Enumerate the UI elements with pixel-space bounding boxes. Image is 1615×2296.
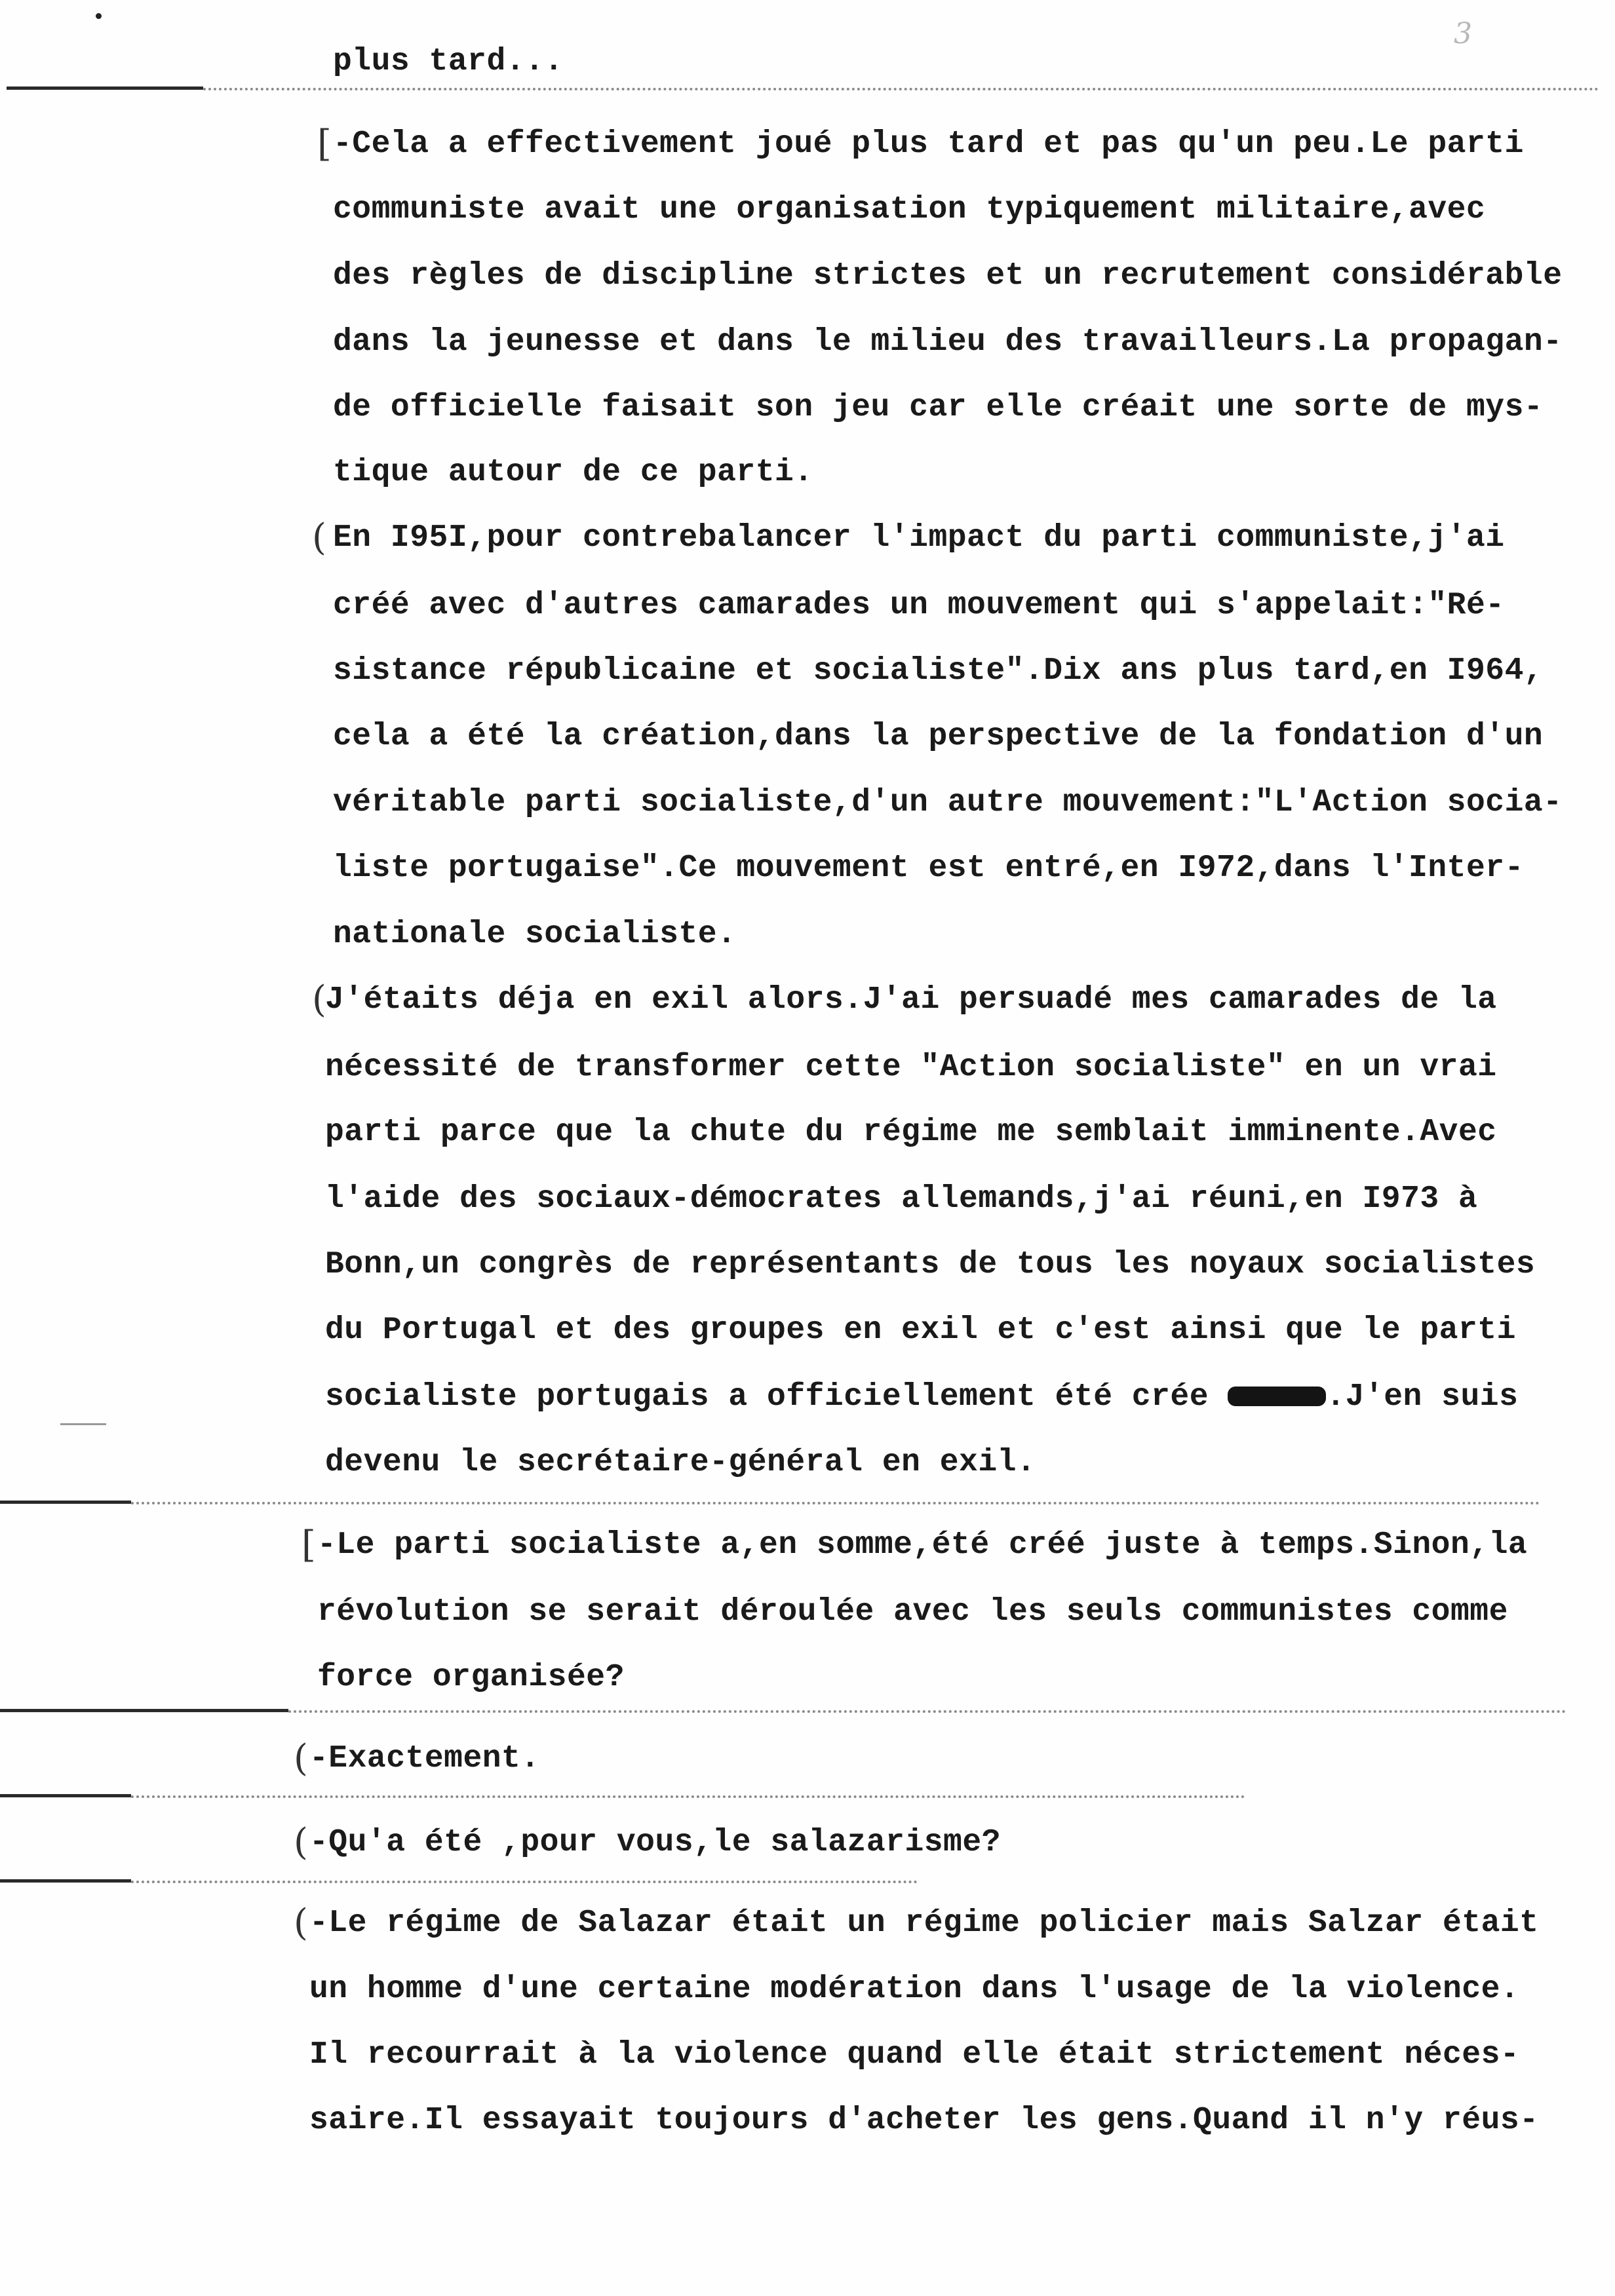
separator-rule (0, 1501, 131, 1504)
paragraph-bracket: ( (312, 516, 326, 559)
paragraph-bracket: ( (312, 978, 326, 1021)
text-line: -Le régime de Salazar était un régime policier mais Salzar était (309, 1905, 1539, 1941)
margin-mark (60, 1423, 106, 1425)
text-line: créé avec d'autres camarades un mouvement qui s'appelait:"Ré- (333, 588, 1505, 623)
redaction-mark (1228, 1387, 1326, 1406)
text-fragment: .J'en suis (1326, 1379, 1519, 1415)
paragraph-bracket: ( (294, 1821, 308, 1864)
text-line: communiste avait une organisation typiquement militaire,avec (333, 192, 1486, 227)
separator-rule (131, 1881, 918, 1883)
text-line: saire.Il essayait toujours d'acheter les gens.Quand il n'y réus- (309, 2103, 1539, 2138)
separator-rule (0, 1709, 288, 1712)
paragraph-bracket: ( (294, 1902, 308, 1944)
separator-rule (131, 1502, 1540, 1504)
text-fragment: socialiste portugais a officiellement été crée (325, 1379, 1209, 1415)
text-line: dans la jeunesse et dans le milieu des travailleurs.La propagan- (333, 324, 1563, 360)
text-line: de officielle faisait son jeu car elle créait une sorte de mys- (333, 390, 1544, 425)
text-line: En I95I,pour contrebalancer l'impact du parti communiste,j'ai (333, 520, 1505, 556)
text-line: l'aide des sociaux-démocrates allemands,j'ai réuni,en I973 à (325, 1181, 1478, 1217)
text-line: parti parce que la chute du régime me semblait imminente.Avec (325, 1115, 1497, 1150)
text-line: sistance républicaine et socialiste".Dix ans plus tard,en I964, (333, 653, 1544, 689)
text-line: -Cela a effectivement joué plus tard et pas qu'un peu.Le parti (333, 126, 1524, 162)
text-line: du Portugal et des groupes en exil et c'est ainsi que le parti (325, 1312, 1516, 1348)
paragraph-bracket: [ (302, 1523, 316, 1566)
text-line: -Le parti socialiste a,en somme,été créé juste à temps.Sinon,la (317, 1527, 1528, 1563)
text-line: force organisée? (317, 1660, 625, 1695)
page-number: 3 (1454, 17, 1472, 50)
text-line: véritable parti socialiste,d'un autre mouvement:"L'Action socia- (333, 785, 1563, 820)
text-line: tique autour de ce parti. (333, 455, 813, 490)
ink-speck (96, 13, 102, 19)
separator-rule (131, 1795, 1245, 1798)
text-line: nécessité de transformer cette "Action socialiste" en un vrai (325, 1050, 1497, 1085)
text-line: cela a été la création,dans la perspective de la fondation d'un (333, 719, 1544, 754)
text-line: un homme d'une certaine modération dans l'usage de la violence. (309, 1972, 1520, 2007)
text-line: devenu le secrétaire-général en exil. (325, 1445, 1036, 1480)
text-line: des règles de discipline strictes et un recrutement considérable (333, 258, 1563, 294)
separator-rule (203, 88, 1599, 90)
paragraph-bracket: ( (294, 1737, 308, 1780)
text-line: Il recourrait à la violence quand elle était strictement néces- (309, 2037, 1520, 2073)
separator-rule (7, 86, 203, 90)
text-line (325, 1379, 1518, 1415)
text-line: J'étaits déja en exil alors.J'ai persuadé mes camarades de la (325, 982, 1497, 1018)
text-line: Bonn,un congrès de représentants de tous les noyaux socialistes (325, 1247, 1536, 1282)
text-line: -Qu'a été ,pour vous,le salazarisme? (309, 1825, 1001, 1860)
text-line: -Exactement. (309, 1741, 540, 1776)
separator-rule (0, 1879, 131, 1883)
separator-rule (0, 1794, 131, 1797)
text-line: nationale socialiste. (333, 917, 737, 952)
text-line: révolution se serait déroulée avec les seuls communistes comme (317, 1594, 1508, 1630)
text-line: plus tard... (333, 44, 564, 79)
text-line: liste portugaise".Ce mouvement est entré,en I972,dans l'Inter- (333, 851, 1524, 886)
paragraph-bracket: [ (317, 123, 332, 165)
separator-rule (288, 1710, 1566, 1713)
